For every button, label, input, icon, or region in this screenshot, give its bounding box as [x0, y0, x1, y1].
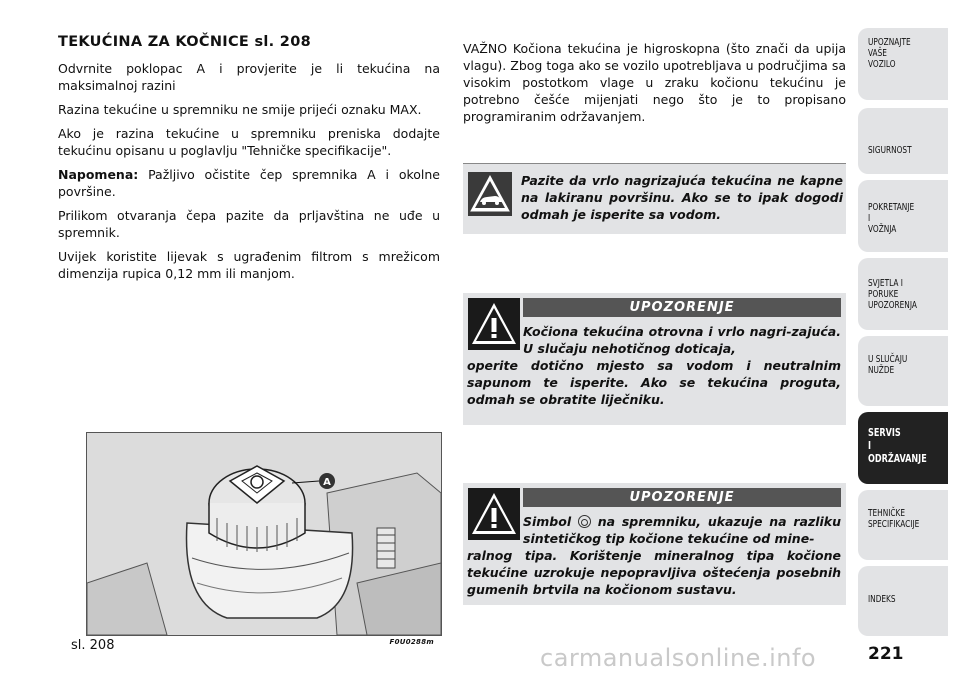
note-text: Pažljivo očistite čep spremnika A i okolne površine.: [58, 167, 440, 199]
tab-upoznajte-vase-vozilo[interactable]: UPOZNAJTE VAŠE VOZILO: [858, 28, 948, 100]
tab-svjetla-i-poruke[interactable]: SVJETLA I PORUKE UPOZORENJA: [858, 258, 948, 330]
synthetic-fluid-symbol-icon: [578, 515, 591, 528]
figure-code: F0U0288m: [389, 638, 434, 646]
warning-text-indented: [467, 513, 841, 547]
paragraph-topup: Ako je razina tekućine u spremniku preniska dodajte tekućinu opisanu u poglavlju "Tehničke specifikacije".: [58, 126, 440, 158]
warning-box-toxic: [463, 293, 846, 425]
symbol-explanation: na spremniku, ukazuje na razliku sintetičkog tip kočione tekućine od mine-: [523, 514, 841, 546]
warning-text-full: operite dotično mjesto sa vodom i neutralnim sapunom te isperite. Ako se tekućina proguta, odmah se obratite liječniku.: [467, 358, 841, 407]
section-heading: TEKUĆINA ZA KOČNICE sl. 208: [58, 34, 311, 50]
page-number: 221: [868, 644, 904, 664]
warning-text-indented: Kočiona tekućina otrovna i vrlo nagri-zajuća. U slučaju nehotičnog doticaja,: [523, 324, 841, 356]
tab-indeks[interactable]: INDEKS: [858, 566, 948, 636]
caution-box: [463, 163, 846, 234]
paragraph-note: [58, 166, 440, 200]
watermark: carmanualsonline.info: [540, 644, 817, 672]
warning-box-mineral: [463, 483, 846, 605]
paragraph-max-mark: Razina tekućine u spremniku ne smije prijeći oznaku MAX.: [58, 102, 422, 117]
symbol-word: Simbol: [523, 514, 572, 529]
tab-u-slucaju-nuzde[interactable]: U SLUČAJU NUŽDE: [858, 336, 948, 406]
warning-text: [467, 323, 841, 408]
paragraph-check-level: Odvrnite poklopac A i provjerite je li tekućina na maksimalnoj razini: [58, 61, 440, 93]
warning-label: UPOZORENJE: [523, 298, 841, 317]
important-note: VAŽNO Kočiona tekućina je higroskopna (što znači da upija vlagu). Zbog toga ako se vozilo upotrebljava u područjima sa visokim postotkom vlage u zraku kočionu tekućinu je potrebno češće mijenjati nego što je to propisano programiranim održavanjem.: [463, 41, 846, 124]
warning-label: UPOZORENJE: [523, 488, 841, 507]
warning-text-full: ralnog tipa. Korištenje mineralnog tipa kočione tekućine uzrokuje nepopravljiva oštećenja posebnih gumenih brtvila na kočionom sustavu.: [467, 548, 841, 597]
callout-a: A: [323, 477, 331, 488]
note-label: Napomena:: [58, 167, 139, 182]
right-column: [463, 40, 846, 125]
figure-208: [58, 432, 440, 654]
warning-text: [467, 513, 841, 598]
paragraph-dirt: Prilikom otvaranja čepa pazite da prljavština ne uđe u spremnik.: [58, 208, 440, 240]
tab-tehnicke-specifikacije[interactable]: TEHNIČKE SPECIFIKACIJE: [858, 490, 948, 560]
caution-text: Pazite da vrlo nagrizajuća tekućina ne kapne na lakiranu površinu. Ako se to ipak dogodi odmah je isperite sa vodom.: [521, 173, 843, 222]
left-column: [58, 34, 440, 289]
tab-pokretanje-i-voznja[interactable]: POKRETANJE I VOŽNJA: [858, 180, 948, 252]
brake-fluid-reservoir-illustration: [86, 432, 442, 636]
paint-damage-icon: [468, 172, 512, 216]
figure-caption: sl. 208: [71, 638, 115, 653]
paragraph-funnel: Uvijek koristite lijevak s ugrađenim filtrom s mrežicom dimenzija rupica 0,12 mm ili manjom.: [58, 249, 440, 281]
tab-servis-i-odrzavanje[interactable]: SERVIS I ODRŽAVANJE: [858, 412, 948, 484]
tab-sigurnost[interactable]: SIGURNOST: [858, 108, 948, 174]
